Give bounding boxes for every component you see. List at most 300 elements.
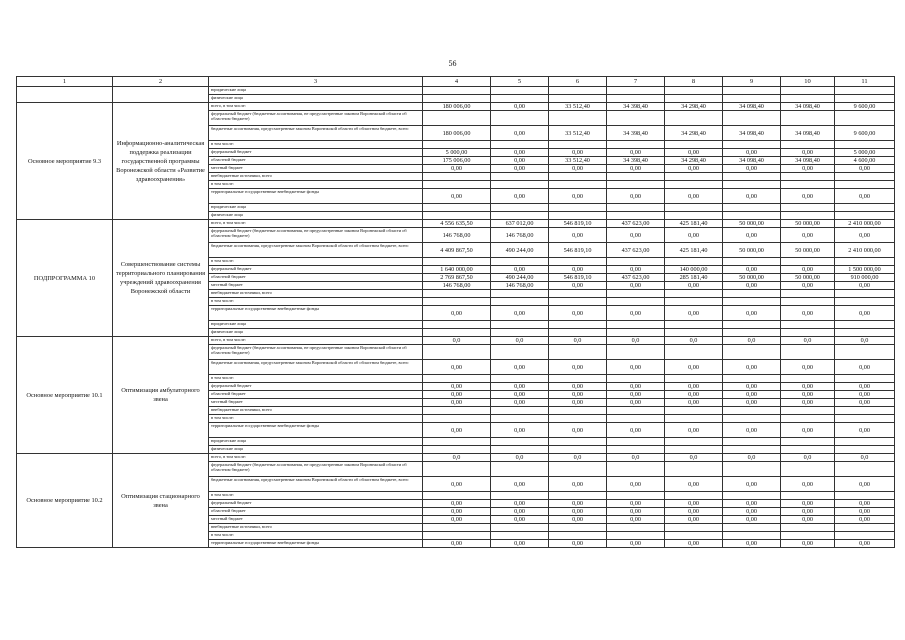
amount-cell [665, 532, 723, 540]
amount-cell: 0,00 [665, 228, 723, 243]
funding-source: юридические лица [209, 204, 423, 212]
amount-cell: 0,00 [781, 477, 835, 492]
amount-cell: 637 012,00 [491, 220, 549, 228]
amount-cell: 0,00 [723, 360, 781, 375]
amount-cell: 34 298,40 [665, 103, 723, 111]
amount-cell: 0,00 [835, 500, 895, 508]
amount-cell: 437 623,00 [607, 243, 665, 258]
amount-cell: 0,00 [665, 149, 723, 157]
amount-cell [549, 321, 607, 329]
amount-cell [835, 258, 895, 266]
amount-cell [781, 141, 835, 149]
amount-cell [781, 95, 835, 103]
funding-source: федеральный бюджет [209, 149, 423, 157]
table-row [17, 103, 895, 111]
funding-source: местный бюджет [209, 282, 423, 290]
amount-cell [607, 173, 665, 181]
amount-cell: 490 244,00 [491, 243, 549, 258]
column-number: 5 [491, 77, 549, 87]
amount-cell [723, 204, 781, 212]
funding-source: в том числе: [209, 532, 423, 540]
amount-cell: 0,00 [665, 477, 723, 492]
budget-table [16, 76, 895, 548]
funding-source: бюджетные ассигнования, предусмотренные законом Воронежской области об областном бюджете, всего [209, 243, 423, 258]
amount-cell [607, 321, 665, 329]
amount-cell [781, 258, 835, 266]
amount-cell: 34 098,40 [781, 126, 835, 141]
amount-cell [491, 111, 549, 126]
amount-cell: 0,00 [835, 477, 895, 492]
amount-cell [665, 290, 723, 298]
amount-cell [607, 532, 665, 540]
amount-cell [723, 173, 781, 181]
funding-source: в том числе: [209, 298, 423, 306]
amount-cell [607, 329, 665, 337]
amount-cell [665, 438, 723, 446]
amount-cell [723, 181, 781, 189]
amount-cell: 0,00 [607, 306, 665, 321]
amount-cell: 0,00 [607, 165, 665, 173]
amount-cell: 50 000,00 [781, 220, 835, 228]
amount-cell: 0,00 [423, 391, 491, 399]
amount-cell [491, 258, 549, 266]
amount-cell [781, 181, 835, 189]
amount-cell [665, 111, 723, 126]
amount-cell: 34 398,40 [607, 157, 665, 165]
amount-cell [835, 532, 895, 540]
funding-source: в том числе: [209, 258, 423, 266]
amount-cell [491, 375, 549, 383]
amount-cell: 4 600,00 [835, 157, 895, 165]
amount-cell: 50 000,00 [781, 274, 835, 282]
table-row [17, 337, 895, 345]
amount-cell: 0,00 [549, 500, 607, 508]
amount-cell: 0,00 [835, 516, 895, 524]
amount-cell: 0,00 [781, 360, 835, 375]
amount-cell [665, 298, 723, 306]
amount-cell: 910 000,00 [835, 274, 895, 282]
funding-source: федеральный бюджет [209, 500, 423, 508]
amount-cell [491, 329, 549, 337]
amount-cell [491, 492, 549, 500]
amount-cell: 0,00 [607, 477, 665, 492]
amount-cell [607, 290, 665, 298]
column-number: 4 [423, 77, 491, 87]
funding-source: областной бюджет [209, 508, 423, 516]
funding-source: федеральный бюджет [209, 383, 423, 391]
column-number: 7 [607, 77, 665, 87]
amount-cell: 9 600,00 [835, 103, 895, 111]
amount-cell [607, 375, 665, 383]
amount-cell: 0,00 [781, 540, 835, 548]
funding-source: внебюджетные источники, всего [209, 173, 423, 181]
amount-cell [607, 462, 665, 477]
amount-cell: 0,00 [723, 516, 781, 524]
amount-cell: 0,00 [835, 423, 895, 438]
amount-cell [835, 95, 895, 103]
amount-cell [781, 438, 835, 446]
table-row [17, 220, 895, 228]
amount-cell [549, 181, 607, 189]
funding-source: внебюджетные источники, всего [209, 290, 423, 298]
funding-source: всего, в том числе: [209, 337, 423, 345]
amount-cell: 1 500 000,00 [835, 266, 895, 274]
amount-cell: 0,00 [549, 477, 607, 492]
amount-cell: 146 768,00 [423, 282, 491, 290]
amount-cell [723, 492, 781, 500]
amount-cell: 0,00 [607, 189, 665, 204]
amount-cell: 34 398,40 [607, 103, 665, 111]
funding-source: территориальные государственные внебюджетные фонды [209, 423, 423, 438]
amount-cell [423, 298, 491, 306]
amount-cell [665, 524, 723, 532]
amount-cell: 0,00 [491, 399, 549, 407]
amount-cell [835, 407, 895, 415]
amount-cell [723, 345, 781, 360]
amount-cell: 0,00 [549, 165, 607, 173]
funding-source: в том числе: [209, 492, 423, 500]
amount-cell [723, 524, 781, 532]
amount-cell [781, 375, 835, 383]
amount-cell: 0,00 [423, 360, 491, 375]
amount-cell: 0,00 [835, 306, 895, 321]
amount-cell: 0,00 [607, 228, 665, 243]
amount-cell [423, 492, 491, 500]
amount-cell: 0,00 [491, 508, 549, 516]
column-number: 2 [113, 77, 209, 87]
amount-cell [781, 298, 835, 306]
amount-cell [607, 258, 665, 266]
amount-cell: 0,00 [781, 306, 835, 321]
funding-source: федеральный бюджет [209, 266, 423, 274]
amount-cell: 0,00 [781, 391, 835, 399]
amount-cell: 0,00 [607, 282, 665, 290]
amount-cell: 140 000,00 [665, 266, 723, 274]
amount-cell [835, 415, 895, 423]
amount-cell: 0,00 [723, 477, 781, 492]
amount-cell [781, 492, 835, 500]
amount-cell: 285 181,40 [665, 274, 723, 282]
amount-cell [665, 181, 723, 189]
amount-cell: 0,00 [723, 540, 781, 548]
funding-source: территориальные государственные внебюджетные фонды [209, 540, 423, 548]
amount-cell [423, 258, 491, 266]
amount-cell: 175 006,00 [423, 157, 491, 165]
amount-cell: 0,00 [723, 383, 781, 391]
amount-cell: 0,00 [781, 282, 835, 290]
column-number: 11 [835, 77, 895, 87]
funding-source: юридические лица [209, 321, 423, 329]
amount-cell [665, 462, 723, 477]
amount-cell: 0,00 [665, 383, 723, 391]
amount-cell: 0,00 [723, 391, 781, 399]
amount-cell: 0,00 [549, 399, 607, 407]
funding-source: местный бюджет [209, 165, 423, 173]
amount-cell [491, 321, 549, 329]
amount-cell [423, 375, 491, 383]
amount-cell [835, 87, 895, 95]
amount-cell [665, 375, 723, 383]
amount-cell: 0,00 [607, 423, 665, 438]
amount-cell: 0,00 [781, 228, 835, 243]
amount-cell [491, 87, 549, 95]
amount-cell: 4 556 635,50 [423, 220, 491, 228]
amount-cell: 0,00 [665, 306, 723, 321]
funding-source: бюджетные ассигнования, предусмотренные законом Воронежской области об областном бюджете, всего [209, 477, 423, 492]
amount-cell [607, 212, 665, 220]
amount-cell [781, 111, 835, 126]
amount-cell [835, 204, 895, 212]
amount-cell: 0,00 [665, 282, 723, 290]
amount-cell [423, 446, 491, 454]
funding-source: в том числе: [209, 181, 423, 189]
amount-cell: 0,0 [835, 454, 895, 462]
amount-cell [549, 446, 607, 454]
amount-cell: 0,00 [423, 423, 491, 438]
amount-cell: 2 410 000,00 [835, 220, 895, 228]
amount-cell: 0,00 [607, 360, 665, 375]
amount-cell [835, 492, 895, 500]
amount-cell: 0,00 [423, 165, 491, 173]
amount-cell [835, 524, 895, 532]
amount-cell: 5 000,00 [835, 149, 895, 157]
amount-cell: 0,00 [549, 540, 607, 548]
amount-cell [723, 375, 781, 383]
amount-cell [835, 329, 895, 337]
amount-cell [491, 345, 549, 360]
amount-cell [549, 290, 607, 298]
amount-cell: 0,00 [491, 157, 549, 165]
column-number: 9 [723, 77, 781, 87]
amount-cell: 0,0 [781, 337, 835, 345]
amount-cell [665, 212, 723, 220]
amount-cell: 2 410 000,00 [835, 243, 895, 258]
amount-cell: 0,00 [491, 477, 549, 492]
amount-cell [491, 95, 549, 103]
amount-cell [607, 141, 665, 149]
amount-cell [607, 95, 665, 103]
amount-cell [607, 345, 665, 360]
amount-cell: 0,00 [423, 508, 491, 516]
amount-cell [781, 290, 835, 298]
amount-cell [423, 173, 491, 181]
amount-cell [423, 415, 491, 423]
amount-cell: 2 769 867,50 [423, 274, 491, 282]
amount-cell [781, 173, 835, 181]
amount-cell: 0,00 [781, 399, 835, 407]
amount-cell [423, 524, 491, 532]
amount-cell: 0,0 [723, 337, 781, 345]
amount-cell: 425 181,40 [665, 243, 723, 258]
amount-cell: 0,0 [665, 454, 723, 462]
amount-cell: 0,0 [665, 337, 723, 345]
amount-cell: 0,00 [491, 360, 549, 375]
amount-cell [835, 298, 895, 306]
amount-cell [491, 407, 549, 415]
amount-cell [607, 446, 665, 454]
amount-cell: 0,00 [781, 383, 835, 391]
amount-cell: 0,00 [549, 149, 607, 157]
amount-cell [549, 87, 607, 95]
amount-cell: 0,00 [549, 360, 607, 375]
amount-cell: 0,0 [549, 337, 607, 345]
amount-cell: 0,00 [491, 126, 549, 141]
funding-source: бюджетные ассигнования, предусмотренные законом Воронежской области об областном бюджете, всего [209, 360, 423, 375]
amount-cell: 0,00 [607, 391, 665, 399]
amount-cell: 0,00 [835, 189, 895, 204]
funding-source: областной бюджет [209, 157, 423, 165]
amount-cell: 0,00 [491, 149, 549, 157]
amount-cell [781, 321, 835, 329]
amount-cell: 0,00 [835, 228, 895, 243]
amount-cell: 0,00 [423, 189, 491, 204]
amount-cell [423, 95, 491, 103]
amount-cell [423, 111, 491, 126]
amount-cell [549, 212, 607, 220]
amount-cell: 34 098,40 [723, 157, 781, 165]
amount-cell: 0,00 [491, 391, 549, 399]
amount-cell [549, 141, 607, 149]
amount-cell: 0,00 [723, 500, 781, 508]
amount-cell: 0,00 [723, 508, 781, 516]
amount-cell: 0,00 [665, 360, 723, 375]
funding-source: в том числе: [209, 415, 423, 423]
amount-cell: 0,00 [665, 500, 723, 508]
amount-cell: 0,00 [835, 399, 895, 407]
amount-cell: 0,00 [723, 228, 781, 243]
amount-cell [491, 462, 549, 477]
amount-cell [423, 329, 491, 337]
amount-cell: 0,0 [423, 454, 491, 462]
amount-cell: 180 006,00 [423, 126, 491, 141]
activity-title: Совершенствование системы территориального планирования учреждений здравоохранения Воронежской области [113, 220, 209, 337]
amount-cell [781, 204, 835, 212]
amount-cell: 0,0 [491, 454, 549, 462]
amount-cell [491, 298, 549, 306]
amount-cell: 0,0 [835, 337, 895, 345]
amount-cell: 0,0 [549, 454, 607, 462]
amount-cell: 34 298,40 [665, 126, 723, 141]
amount-cell: 0,00 [781, 165, 835, 173]
amount-cell [607, 438, 665, 446]
amount-cell [491, 438, 549, 446]
amount-cell: 0,00 [835, 360, 895, 375]
amount-cell [491, 532, 549, 540]
amount-cell [723, 446, 781, 454]
amount-cell [781, 212, 835, 220]
funding-source: федеральный бюджет (бюджетные ассигнования, не предусмотренные законом Воронежской области об областном бюджете) [209, 111, 423, 126]
amount-cell [665, 258, 723, 266]
amount-cell [607, 492, 665, 500]
amount-cell: 34 398,40 [607, 126, 665, 141]
amount-cell [423, 181, 491, 189]
activity-name: ПОДПРОГРАММА 10 [17, 220, 113, 337]
amount-cell [423, 141, 491, 149]
amount-cell: 0,00 [491, 540, 549, 548]
amount-cell [549, 407, 607, 415]
amount-cell [723, 87, 781, 95]
column-number: 1 [17, 77, 113, 87]
activity-title [113, 87, 209, 103]
funding-source: всего, в том числе: [209, 454, 423, 462]
amount-cell: 50 000,00 [723, 220, 781, 228]
amount-cell: 0,00 [781, 508, 835, 516]
amount-cell [723, 329, 781, 337]
amount-cell: 0,00 [665, 391, 723, 399]
amount-cell: 180 006,00 [423, 103, 491, 111]
amount-cell: 0,0 [423, 337, 491, 345]
amount-cell [549, 111, 607, 126]
amount-cell: 0,00 [607, 149, 665, 157]
amount-cell: 4 409 867,50 [423, 243, 491, 258]
amount-cell: 0,00 [781, 189, 835, 204]
amount-cell [835, 462, 895, 477]
activity-name: Основное мероприятие 10.1 [17, 337, 113, 454]
amount-cell: 0,00 [607, 516, 665, 524]
amount-cell [491, 524, 549, 532]
amount-cell: 0,00 [549, 189, 607, 204]
amount-cell: 0,00 [835, 383, 895, 391]
amount-cell: 0,00 [491, 423, 549, 438]
amount-cell [781, 462, 835, 477]
amount-cell: 0,00 [835, 540, 895, 548]
amount-cell [549, 415, 607, 423]
amount-cell [549, 492, 607, 500]
funding-source: в том числе: [209, 375, 423, 383]
amount-cell: 1 640 000,00 [423, 266, 491, 274]
amount-cell: 0,00 [723, 266, 781, 274]
amount-cell [423, 407, 491, 415]
amount-cell [835, 375, 895, 383]
amount-cell: 0,00 [491, 306, 549, 321]
table-row [17, 87, 895, 95]
amount-cell [423, 438, 491, 446]
activity-title: Оптимизация стационарного звена [113, 454, 209, 548]
funding-source: в том числе: [209, 141, 423, 149]
funding-source: внебюджетные источники, всего [209, 524, 423, 532]
amount-cell [549, 298, 607, 306]
activity-name [17, 87, 113, 103]
funding-source: местный бюджет [209, 399, 423, 407]
amount-cell [549, 329, 607, 337]
funding-source: территориальные государственные внебюджетные фонды [209, 189, 423, 204]
amount-cell: 0,00 [665, 540, 723, 548]
amount-cell [665, 345, 723, 360]
amount-cell: 0,00 [607, 399, 665, 407]
funding-source: физические лица [209, 446, 423, 454]
amount-cell: 0,00 [549, 391, 607, 399]
amount-cell: 0,00 [549, 228, 607, 243]
amount-cell: 0,00 [549, 516, 607, 524]
amount-cell [665, 173, 723, 181]
amount-cell: 0,0 [781, 454, 835, 462]
amount-cell [835, 173, 895, 181]
funding-source: внебюджетные источники, всего [209, 407, 423, 415]
amount-cell [665, 141, 723, 149]
amount-cell [665, 407, 723, 415]
amount-cell [723, 462, 781, 477]
amount-cell: 0,00 [723, 165, 781, 173]
amount-cell: 425 181,40 [665, 220, 723, 228]
amount-cell: 0,00 [781, 423, 835, 438]
amount-cell: 0,00 [423, 477, 491, 492]
amount-cell [835, 345, 895, 360]
amount-cell: 33 512,40 [549, 126, 607, 141]
amount-cell: 0,00 [491, 500, 549, 508]
amount-cell: 0,00 [607, 500, 665, 508]
amount-cell [607, 204, 665, 212]
funding-source: физические лица [209, 212, 423, 220]
